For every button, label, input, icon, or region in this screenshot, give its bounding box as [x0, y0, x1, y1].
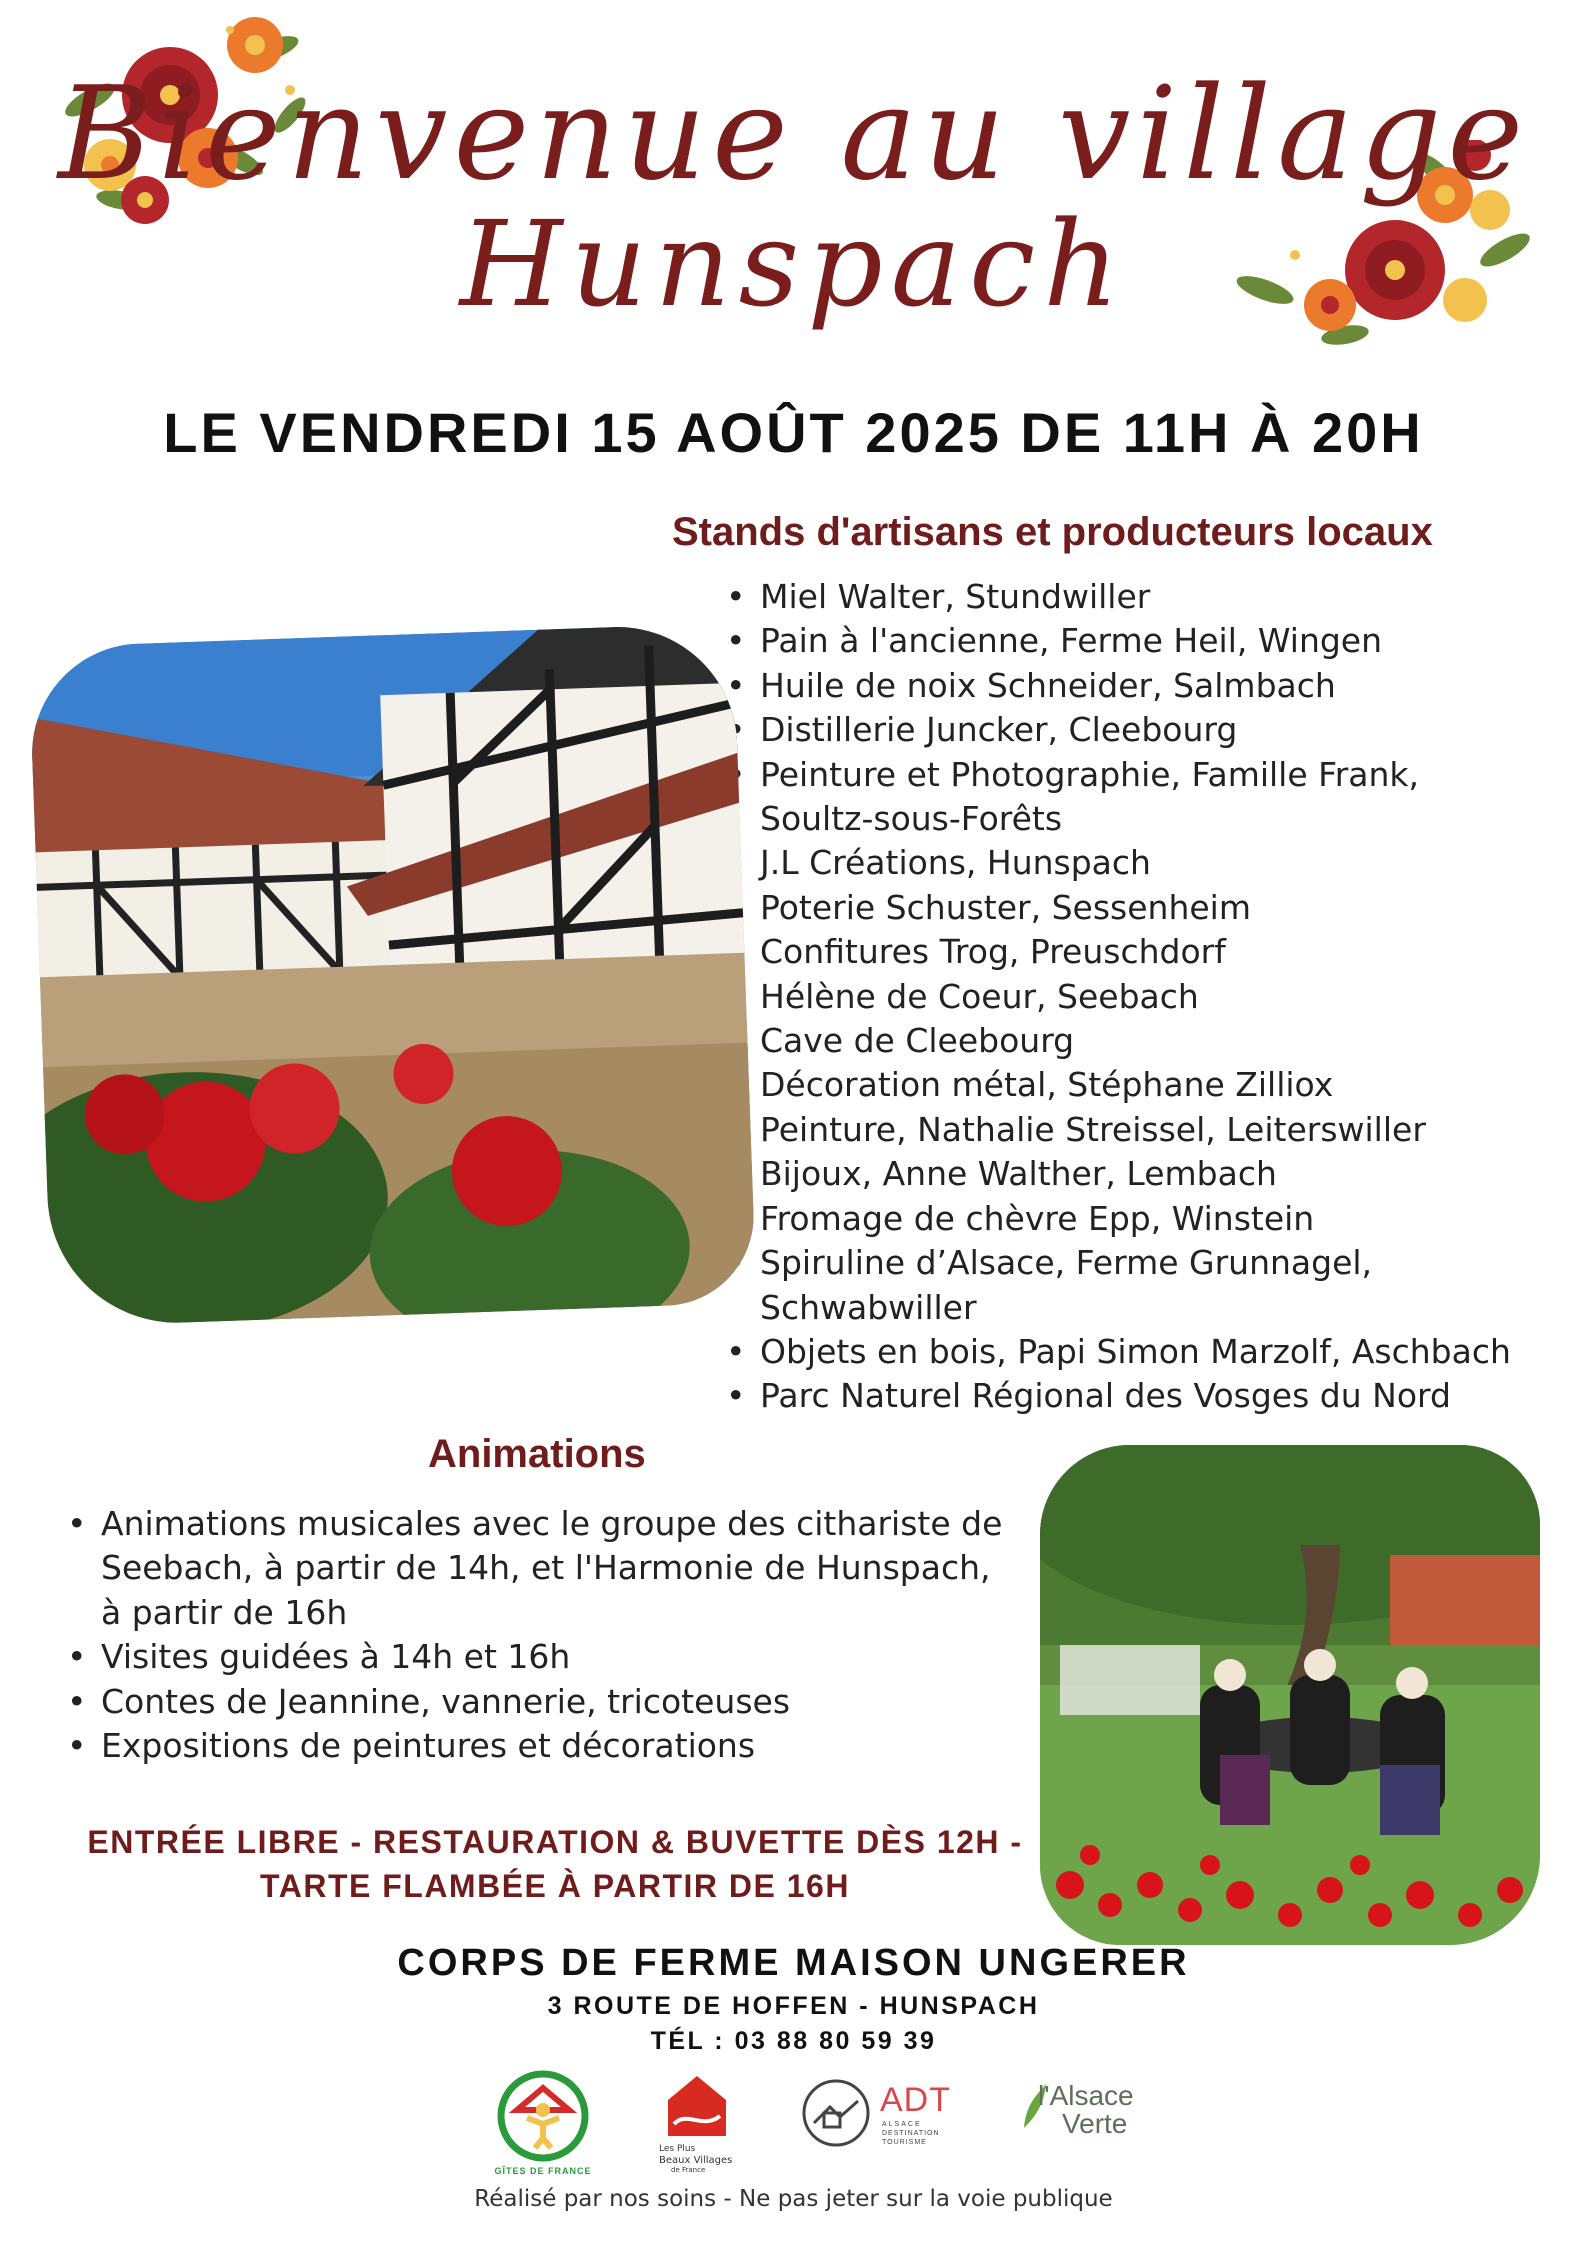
pbv-line-3: de France	[671, 2166, 706, 2174]
list-item-continuation: Soultz-sous-Forêts	[760, 799, 1063, 839]
list-item: • Miel Walter, Stundwiller	[760, 575, 1511, 619]
alsace-verte-line-2: Verte	[1062, 2108, 1128, 2139]
list-item: • Poterie Schuster, Sessenheim	[760, 886, 1511, 930]
list-item: • J.L Créations, Hunspach	[760, 841, 1511, 885]
animations-title: Animations	[428, 1432, 646, 1476]
list-item: • Cave de Cleebourg	[760, 1019, 1511, 1063]
event-date: LE VENDREDI 15 AOÛT 2025 DE 11H À 20H	[163, 401, 1424, 464]
adt-sub-1: ALSACE	[882, 2121, 922, 2128]
venue-address: 3 ROUTE DE HOFFEN - HUNSPACH	[547, 1992, 1040, 2020]
list-item: • Peinture et Photographie, Famille Frank,	[760, 753, 1511, 797]
stands-list	[760, 575, 1511, 1419]
alsace-verte-line-1: l'Alsace	[1038, 2080, 1134, 2111]
animations-list	[101, 1502, 1021, 1768]
photo-garden-knitters	[1040, 1445, 1540, 1945]
photo-farmhouse-courtyard	[28, 623, 756, 1327]
list-item-continuation: Schwabwiller	[760, 1287, 977, 1327]
list-item: • Spiruline d’Alsace, Ferme Grunnagel,	[760, 1241, 1511, 1285]
list-item: • Distillerie Juncker, Cleebourg	[760, 708, 1511, 752]
list-item: • Objets en bois, Papi Simon Marzolf, Aschbach	[760, 1330, 1511, 1374]
list-item: • Huile de noix Schneider, Salmbach	[760, 664, 1511, 708]
gites-label: GÎTES DE FRANCE	[494, 2166, 592, 2176]
title-line-1: Bienvenue au village	[57, 60, 1530, 209]
list-item: • Parc Naturel Régional des Vosges du Nord	[760, 1374, 1511, 1418]
list-item: • Bijoux, Anne Walther, Lembach	[760, 1152, 1511, 1196]
entree-info	[40, 1820, 1070, 1908]
entree-line-2: TARTE FLAMBÉE À PARTIR DE 16H	[260, 1868, 850, 1904]
footer-note: Réalisé par nos soins - Ne pas jeter sur la voie publique	[474, 2186, 1113, 2212]
entree-line-1: ENTRÉE LIBRE - RESTAURATION & BUVETTE DÈS 12H -	[87, 1824, 1023, 1860]
pbv-line-2: Beaux Villages	[659, 2155, 733, 2166]
list-item: • Contes de Jeannine, vannerie, tricoteuses	[101, 1680, 1021, 1724]
venue-name: CORPS DE FERME MAISON UNGERER	[397, 1942, 1190, 1984]
list-item: • Pain à l'ancienne, Ferme Heil, Wingen	[760, 619, 1511, 663]
alsace-verte-logo	[1020, 2080, 1170, 2150]
list-item: • Fromage de chèvre Epp, Winstein	[760, 1197, 1511, 1241]
list-item: • Confitures Trog, Preuschdorf	[760, 930, 1511, 974]
list-item: • Décoration métal, Stéphane Zilliox	[760, 1063, 1511, 1107]
list-item: • Hélène de Coeur, Seebach	[760, 975, 1511, 1019]
list-item: • Peinture, Nathalie Streissel, Leiterswiller	[760, 1108, 1511, 1152]
title-line-2: Hunspach	[459, 195, 1128, 333]
adt-sub-3: TOURISME	[882, 2139, 927, 2146]
pbv-line-1: Les Plus	[659, 2144, 696, 2154]
list-item: • Visites guidées à 14h et 16h	[101, 1635, 1021, 1679]
adt-alsace-logo	[800, 2077, 960, 2157]
list-item-continuation: à partir de 16h	[101, 1592, 348, 1632]
gites-de-france-logo	[494, 2070, 592, 2176]
list-item: • Expositions de peintures et décorations	[101, 1724, 1021, 1768]
list-item: • Animations musicales avec le groupe des cithariste de	[101, 1502, 1021, 1546]
stands-title: Stands d'artisans et producteurs locaux	[672, 510, 1433, 554]
adt-sub-2: DESTINATION	[882, 2130, 940, 2137]
list-item-continuation: Seebach, à partir de 14h, et l'Harmonie de Hunspach,	[101, 1548, 991, 1588]
venue-phone: TÉL : 03 88 80 59 39	[650, 2027, 937, 2055]
adt-label: ADT	[880, 2081, 951, 2119]
plus-beaux-villages-logo	[657, 2070, 737, 2180]
